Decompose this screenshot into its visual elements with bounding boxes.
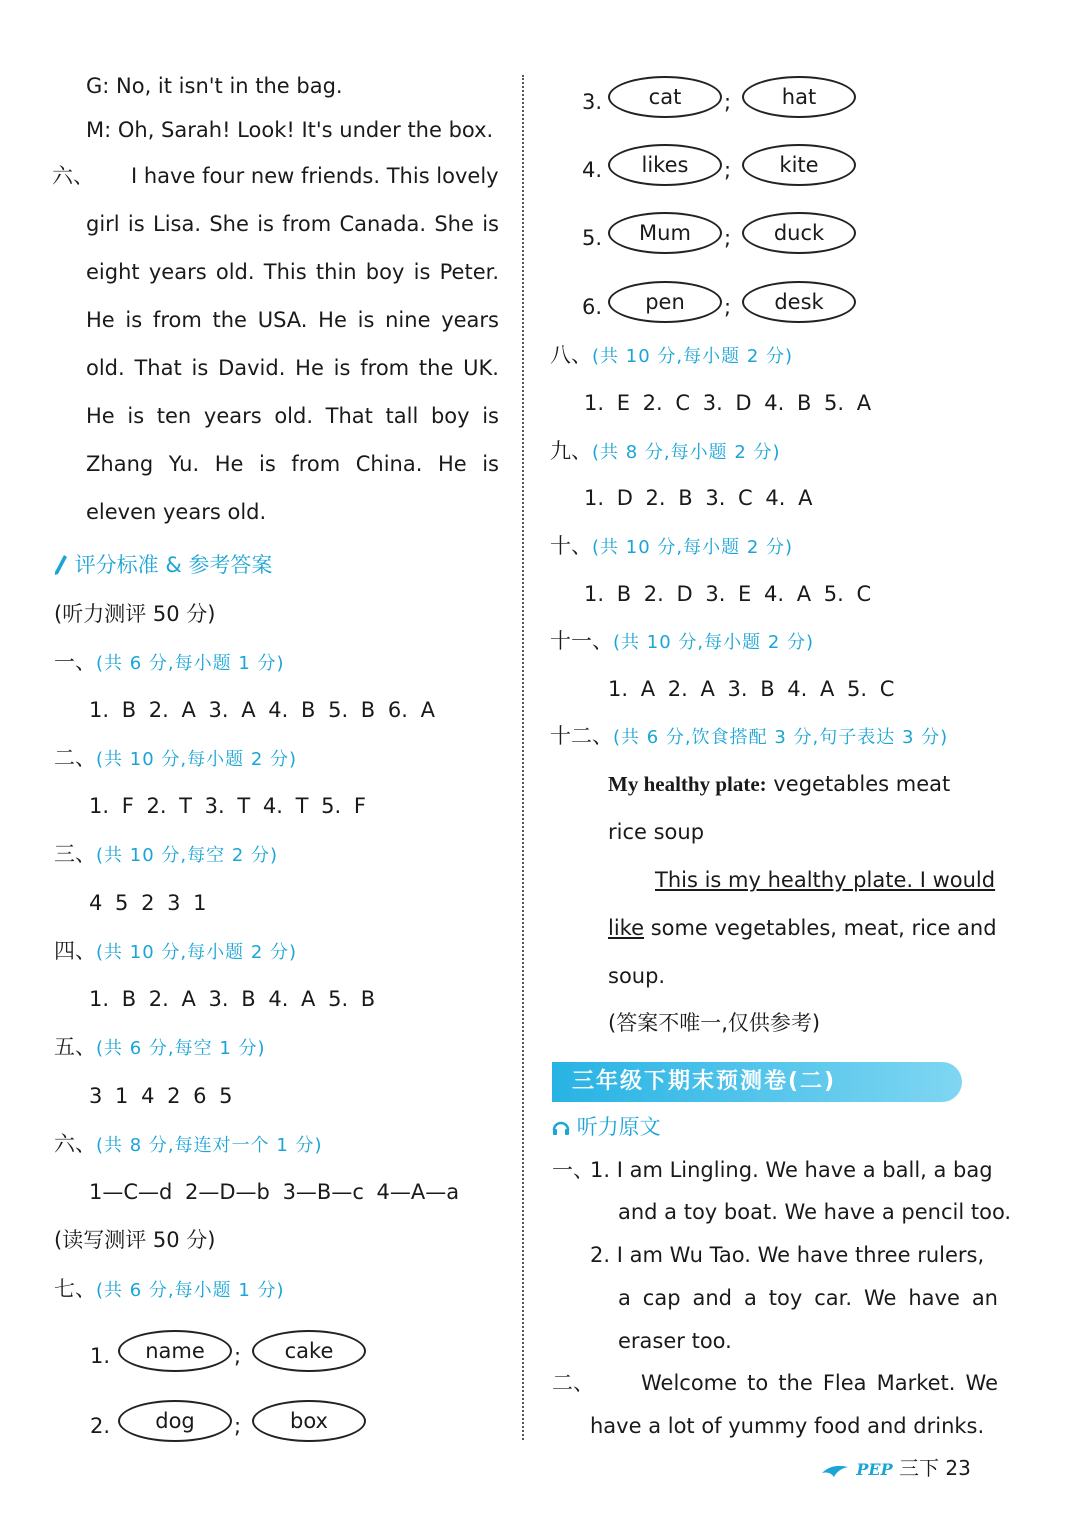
section-header (54, 844, 278, 865)
dialog-line-2: M: Oh, Sarah! Look! It's under the box. (86, 118, 494, 142)
section-label: 六、 (54, 1132, 96, 1156)
pair-number: 2. (90, 1414, 111, 1438)
section-note: (共 10 分,每小题 2 分) (592, 346, 794, 367)
section-note: (共 10 分,每小题 2 分) (96, 942, 298, 963)
word-oval: box (252, 1400, 366, 1442)
healthy-plate-line (608, 774, 950, 795)
section-note: (共 10 分,每小题 2 分) (96, 749, 298, 770)
listen-title (552, 1117, 661, 1138)
listen-line: have a lot of yummy food and drinks. (590, 1414, 985, 1438)
plate-label: My healthy plate: (608, 772, 767, 796)
section-answers: 1—C—d 2—D—b 3—B—c 4—A—a (89, 1180, 460, 1204)
section-answers: 4 5 2 3 1 (89, 891, 207, 915)
section-note: (共 8 分,每小题 2 分) (592, 442, 781, 463)
section-note: (共 6 分,饮食搭配 3 分,句子表达 3 分) (613, 727, 949, 748)
word-oval: dog (118, 1400, 232, 1442)
semicolon: ; (724, 90, 732, 114)
section-label: 十一、 (550, 629, 613, 653)
plate-items: vegetables meat (773, 772, 951, 796)
word-oval: desk (742, 281, 856, 323)
pencil-icon (54, 554, 68, 576)
headphones-icon (552, 1118, 570, 1136)
section-header (54, 1134, 323, 1155)
listen-line: 2. I am Wu Tao. We have three rulers, (590, 1243, 985, 1267)
listen-line: a cap and a toy car. We have an (618, 1286, 998, 1310)
section-note: (共 6 分,每空 1 分) (96, 1038, 266, 1059)
listen-line: 1. I am Lingling. We have a ball, a bag (590, 1158, 993, 1182)
section-answers: 1. A 2. A 3. B 4. A 5. C (608, 677, 895, 701)
plate-items-2: rice soup (608, 820, 705, 844)
section-label: 二、 (54, 746, 96, 770)
brand-logo: PEP (856, 1460, 893, 1479)
section-label: 十二、 (550, 724, 613, 748)
score-title-text: 评分标准 & 参考答案 (74, 553, 273, 577)
word-pair (90, 1330, 370, 1374)
dialog-line-1: G: No, it isn't in the bag. (86, 74, 343, 98)
word-oval: Mum (608, 212, 722, 254)
section-header (54, 1037, 266, 1058)
word-pair (582, 144, 862, 188)
word-oval: duck (742, 212, 856, 254)
word-pair (582, 212, 862, 256)
passage-line: I have four new friends. This lovely (131, 164, 499, 188)
word-oval: cake (252, 1330, 366, 1372)
score-title (54, 554, 272, 576)
sentence-rest: some vegetables, meat, rice and (644, 916, 997, 940)
listen-line: and a toy boat. We have a pencil too. (618, 1200, 1012, 1224)
section-header (54, 748, 297, 769)
grade-label: 三下 (898, 1456, 939, 1480)
word-pair (582, 281, 862, 325)
answer-note: (答案不唯一,仅供参考) (608, 1011, 821, 1035)
word-oval: cat (608, 76, 722, 118)
section-label: 七、 (54, 1277, 96, 1301)
word-oval: name (118, 1330, 232, 1372)
answer-sentence-2 (608, 918, 997, 939)
section-header (54, 1279, 285, 1300)
listen-line: Welcome to the Flea Market. We (641, 1371, 998, 1395)
word-oval: kite (742, 144, 856, 186)
listen-one-label: 一、 (552, 1158, 594, 1182)
pair-number: 5. (582, 226, 603, 250)
listen-two-label: 二、 (552, 1371, 594, 1395)
semicolon: ; (234, 1414, 242, 1438)
left-column (0, 0, 520, 1536)
word-pair (90, 1400, 370, 1444)
exam-banner: 三年级下期末预测卷(二) (552, 1062, 962, 1102)
semicolon: ; (724, 158, 732, 182)
page-number: 23 (945, 1456, 971, 1480)
section-answers: 3 1 4 2 6 5 (89, 1084, 233, 1108)
section-answers: 1. B 2. A 3. B 4. A 5. B (89, 987, 376, 1011)
passage-line: He is ten years old. That tall boy is (86, 404, 499, 428)
passage-line: old. That is David. He is from the UK. (86, 356, 499, 380)
section-label: 五、 (54, 1035, 96, 1059)
section-label: 四、 (54, 939, 96, 963)
section-six-label: 六、 (52, 164, 94, 188)
section-header (550, 726, 948, 747)
passage-line: girl is Lisa. She is from Canada. She is (86, 212, 499, 236)
word-oval: hat (742, 76, 856, 118)
section-header (550, 631, 814, 652)
word-pair (582, 76, 862, 120)
section-label: 十、 (550, 534, 592, 558)
section-note: (共 6 分,每小题 1 分) (96, 653, 285, 674)
section-header (550, 536, 793, 557)
section-note: (共 6 分,每小题 1 分) (96, 1280, 285, 1301)
listening-score: (听力测评 50 分) (54, 602, 216, 626)
pair-number: 6. (582, 295, 603, 319)
listen-title-text: 听力原文 (576, 1115, 661, 1139)
word-oval: pen (608, 281, 722, 323)
pair-number: 4. (582, 158, 603, 182)
section-label: 一、 (54, 650, 96, 674)
section-answers: 1. D 2. B 3. C 4. A (584, 486, 813, 510)
reading-score: (读写测评 50 分) (54, 1228, 216, 1252)
section-label: 八、 (550, 343, 592, 367)
section-note: (共 10 分,每空 2 分) (96, 845, 279, 866)
section-answers: 1. B 2. D 3. E 4. A 5. C (584, 582, 872, 606)
pair-number: 1. (90, 1344, 111, 1368)
section-label: 三、 (54, 842, 96, 866)
section-answers: 1. F 2. T 3. T 4. T 5. F (89, 794, 366, 818)
section-note: (共 10 分,每小题 2 分) (592, 537, 794, 558)
section-label: 九、 (550, 439, 592, 463)
page-footer (820, 1452, 971, 1481)
section-answers: 1. B 2. A 3. A 4. B 5. B 6. A (89, 698, 435, 722)
answer-sentence-1: This is my healthy plate. I would (655, 868, 996, 892)
section-header (54, 652, 285, 673)
section-header (54, 941, 297, 962)
listen-line: eraser too. (618, 1329, 732, 1353)
column-divider (522, 75, 524, 1440)
passage-line: He is from the USA. He is nine years (86, 308, 499, 332)
semicolon: ; (724, 295, 732, 319)
section-header (550, 441, 781, 462)
semicolon: ; (234, 1344, 242, 1368)
section-answers: 1. E 2. C 3. D 4. B 5. A (584, 391, 872, 415)
underlined-word: like (608, 916, 645, 940)
passage-line: Zhang Yu. He is from China. He is (86, 452, 499, 476)
passage-line: eleven years old. (86, 500, 267, 524)
passage-line: eight years old. This thin boy is Peter. (86, 260, 499, 284)
semicolon: ; (724, 226, 732, 250)
section-header (550, 345, 793, 366)
answer-sentence-3: soup. (608, 964, 666, 988)
section-note: (共 10 分,每小题 2 分) (613, 632, 815, 653)
pair-number: 3. (582, 90, 603, 114)
bird-icon (820, 1459, 850, 1479)
section-note: (共 8 分,每连对一个 1 分) (96, 1135, 323, 1156)
word-oval: likes (608, 144, 722, 186)
